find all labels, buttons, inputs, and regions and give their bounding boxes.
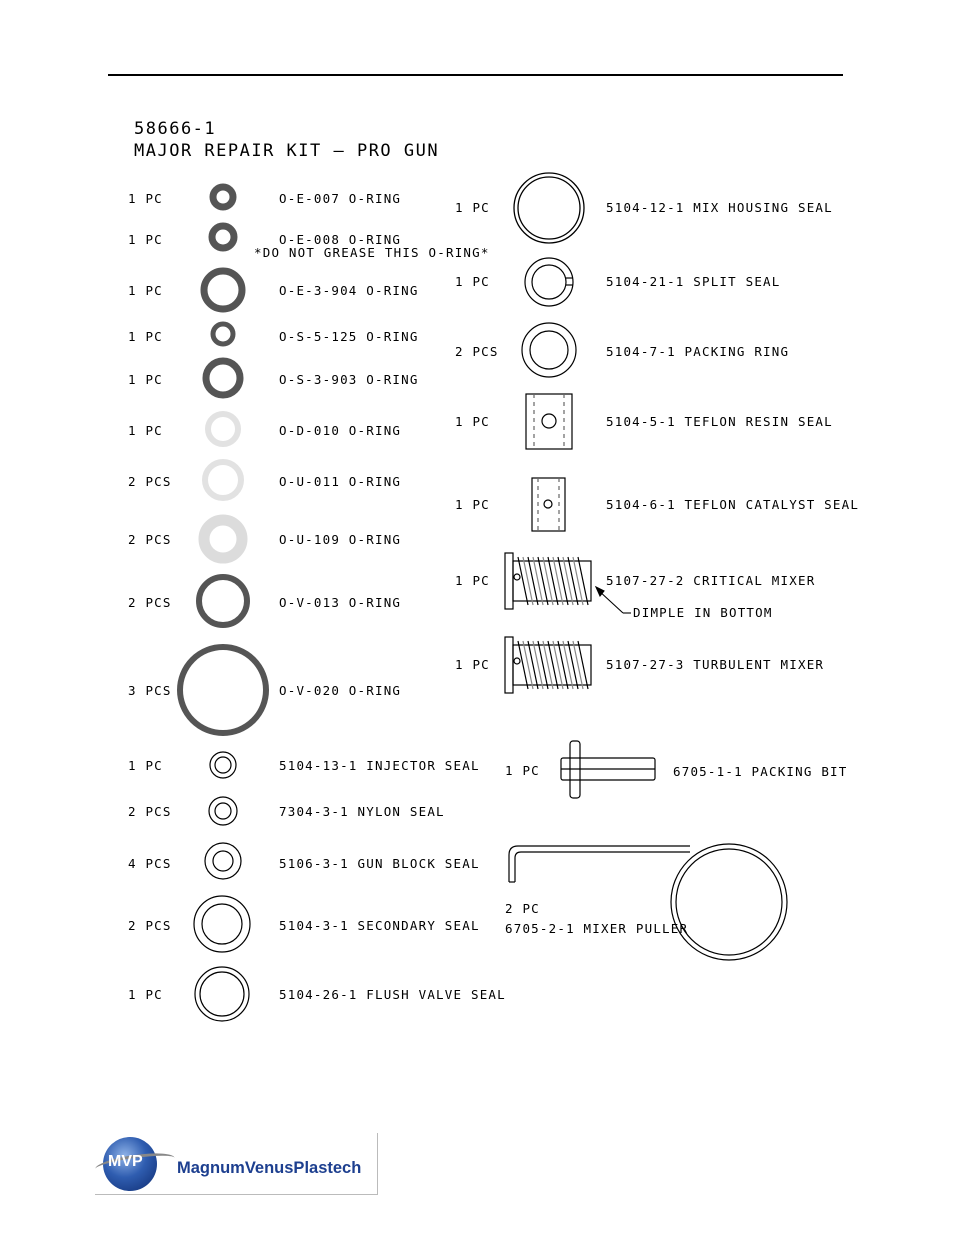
qty-label: 1 PC [128,423,163,438]
qty-label: 2 PC [505,901,540,916]
logo-company-name: MagnumVenusPlastech [177,1159,362,1177]
kit-part-number: 58666-1 [134,119,217,139]
qty-label: 1 PC [455,657,490,672]
qty-label: 3 PCS [128,683,172,698]
qty-label: 1 PC [128,283,163,298]
o-ring-icon [204,271,242,309]
qty-label: 1 PC [128,987,163,1002]
part-label: 5107-27-2 CRITICAL MIXER [606,573,816,588]
part-label: 5107-27-3 TURBULENT MIXER [606,657,825,672]
part-label: 6705-1-1 PACKING BIT [673,764,848,779]
part-label: 5104-26-1 FLUSH VALVE SEAL [279,987,506,1002]
o-ring-icon [180,647,266,733]
nylon-seal-icon [209,797,237,825]
part-label: O-V-013 O-RING [279,595,402,610]
dimple-pointer-icon [596,587,631,613]
kit-title: MAJOR REPAIR KIT — PRO GUN [134,141,440,161]
qty-label: 4 PCS [128,856,172,871]
qty-label: 1 PC [455,573,490,588]
o-ring-icon [199,577,247,625]
teflon-resin-seal-icon [526,394,572,449]
mixer-puller-icon [509,844,787,960]
qty-label: 2 PCS [128,532,172,547]
grease-note: *DO NOT GREASE THIS O-RING* [254,245,490,260]
qty-label: 2 PCS [128,804,172,819]
dimple-note: DIMPLE IN BOTTOM [633,605,773,620]
part-label: 5104-13-1 INJECTOR SEAL [279,758,480,773]
part-label: O-V-020 O-RING [279,683,402,698]
part-label: 5104-6-1 TEFLON CATALYST SEAL [606,497,860,512]
part-label: 5104-12-1 MIX HOUSING SEAL [606,200,833,215]
injector-seal-icon [210,752,236,778]
part-label: O-E-008 O-RING [279,232,402,247]
o-ring-icon [213,324,233,344]
part-label: 5104-21-1 SPLIT SEAL [606,274,781,289]
part-label: 6705-2-1 MIXER PULLER [505,921,689,936]
o-ring-icon [208,414,238,444]
part-label: O-S-5-125 O-RING [279,329,419,344]
part-label: 7304-3-1 NYLON SEAL [279,804,445,819]
packing-ring-icon [522,323,576,377]
qty-label: 1 PC [505,763,540,778]
part-label: O-D-010 O-RING [279,423,402,438]
qty-label: 1 PC [128,758,163,773]
qty-label: 1 PC [128,329,163,344]
qty-label: 1 PC [128,191,163,206]
o-ring-icon [205,462,241,498]
flush-valve-seal-icon [195,967,249,1021]
qty-label: 1 PC [128,372,163,387]
turbulent-mixer-icon [505,637,591,693]
logo-initials: MVP [108,1153,143,1170]
part-label: 5104-3-1 SECONDARY SEAL [279,918,480,933]
qty-label: 1 PC [455,274,490,289]
split-seal-icon [525,258,573,306]
o-ring-icon [213,187,233,207]
o-ring-icon [212,226,234,248]
secondary-seal-icon [194,896,250,952]
qty-label: 2 PCS [128,918,172,933]
qty-label: 1 PC [128,232,163,247]
part-label: O-S-3-903 O-RING [279,372,419,387]
qty-label: 2 PCS [128,474,172,489]
qty-label: 2 PCS [455,344,499,359]
part-label: 5104-7-1 PACKING RING [606,344,790,359]
o-ring-icon [204,520,242,558]
o-ring-icon [206,361,240,395]
critical-mixer-icon [505,553,591,609]
part-label: O-E-3-904 O-RING [279,283,419,298]
qty-label: 1 PC [455,414,490,429]
part-label: 5104-5-1 TEFLON RESIN SEAL [606,414,833,429]
qty-label: 2 PCS [128,595,172,610]
part-label: O-E-007 O-RING [279,191,402,206]
part-label: O-U-109 O-RING [279,532,402,547]
teflon-catalyst-seal-icon [532,478,565,531]
company-logo [95,1133,378,1195]
mix-housing-seal-icon [514,173,584,243]
gun-block-seal-icon [205,843,241,879]
part-label: O-U-011 O-RING [279,474,402,489]
qty-label: 1 PC [455,200,490,215]
part-label: 5106-3-1 GUN BLOCK SEAL [279,856,480,871]
packing-bit-icon [561,741,655,798]
qty-label: 1 PC [455,497,490,512]
